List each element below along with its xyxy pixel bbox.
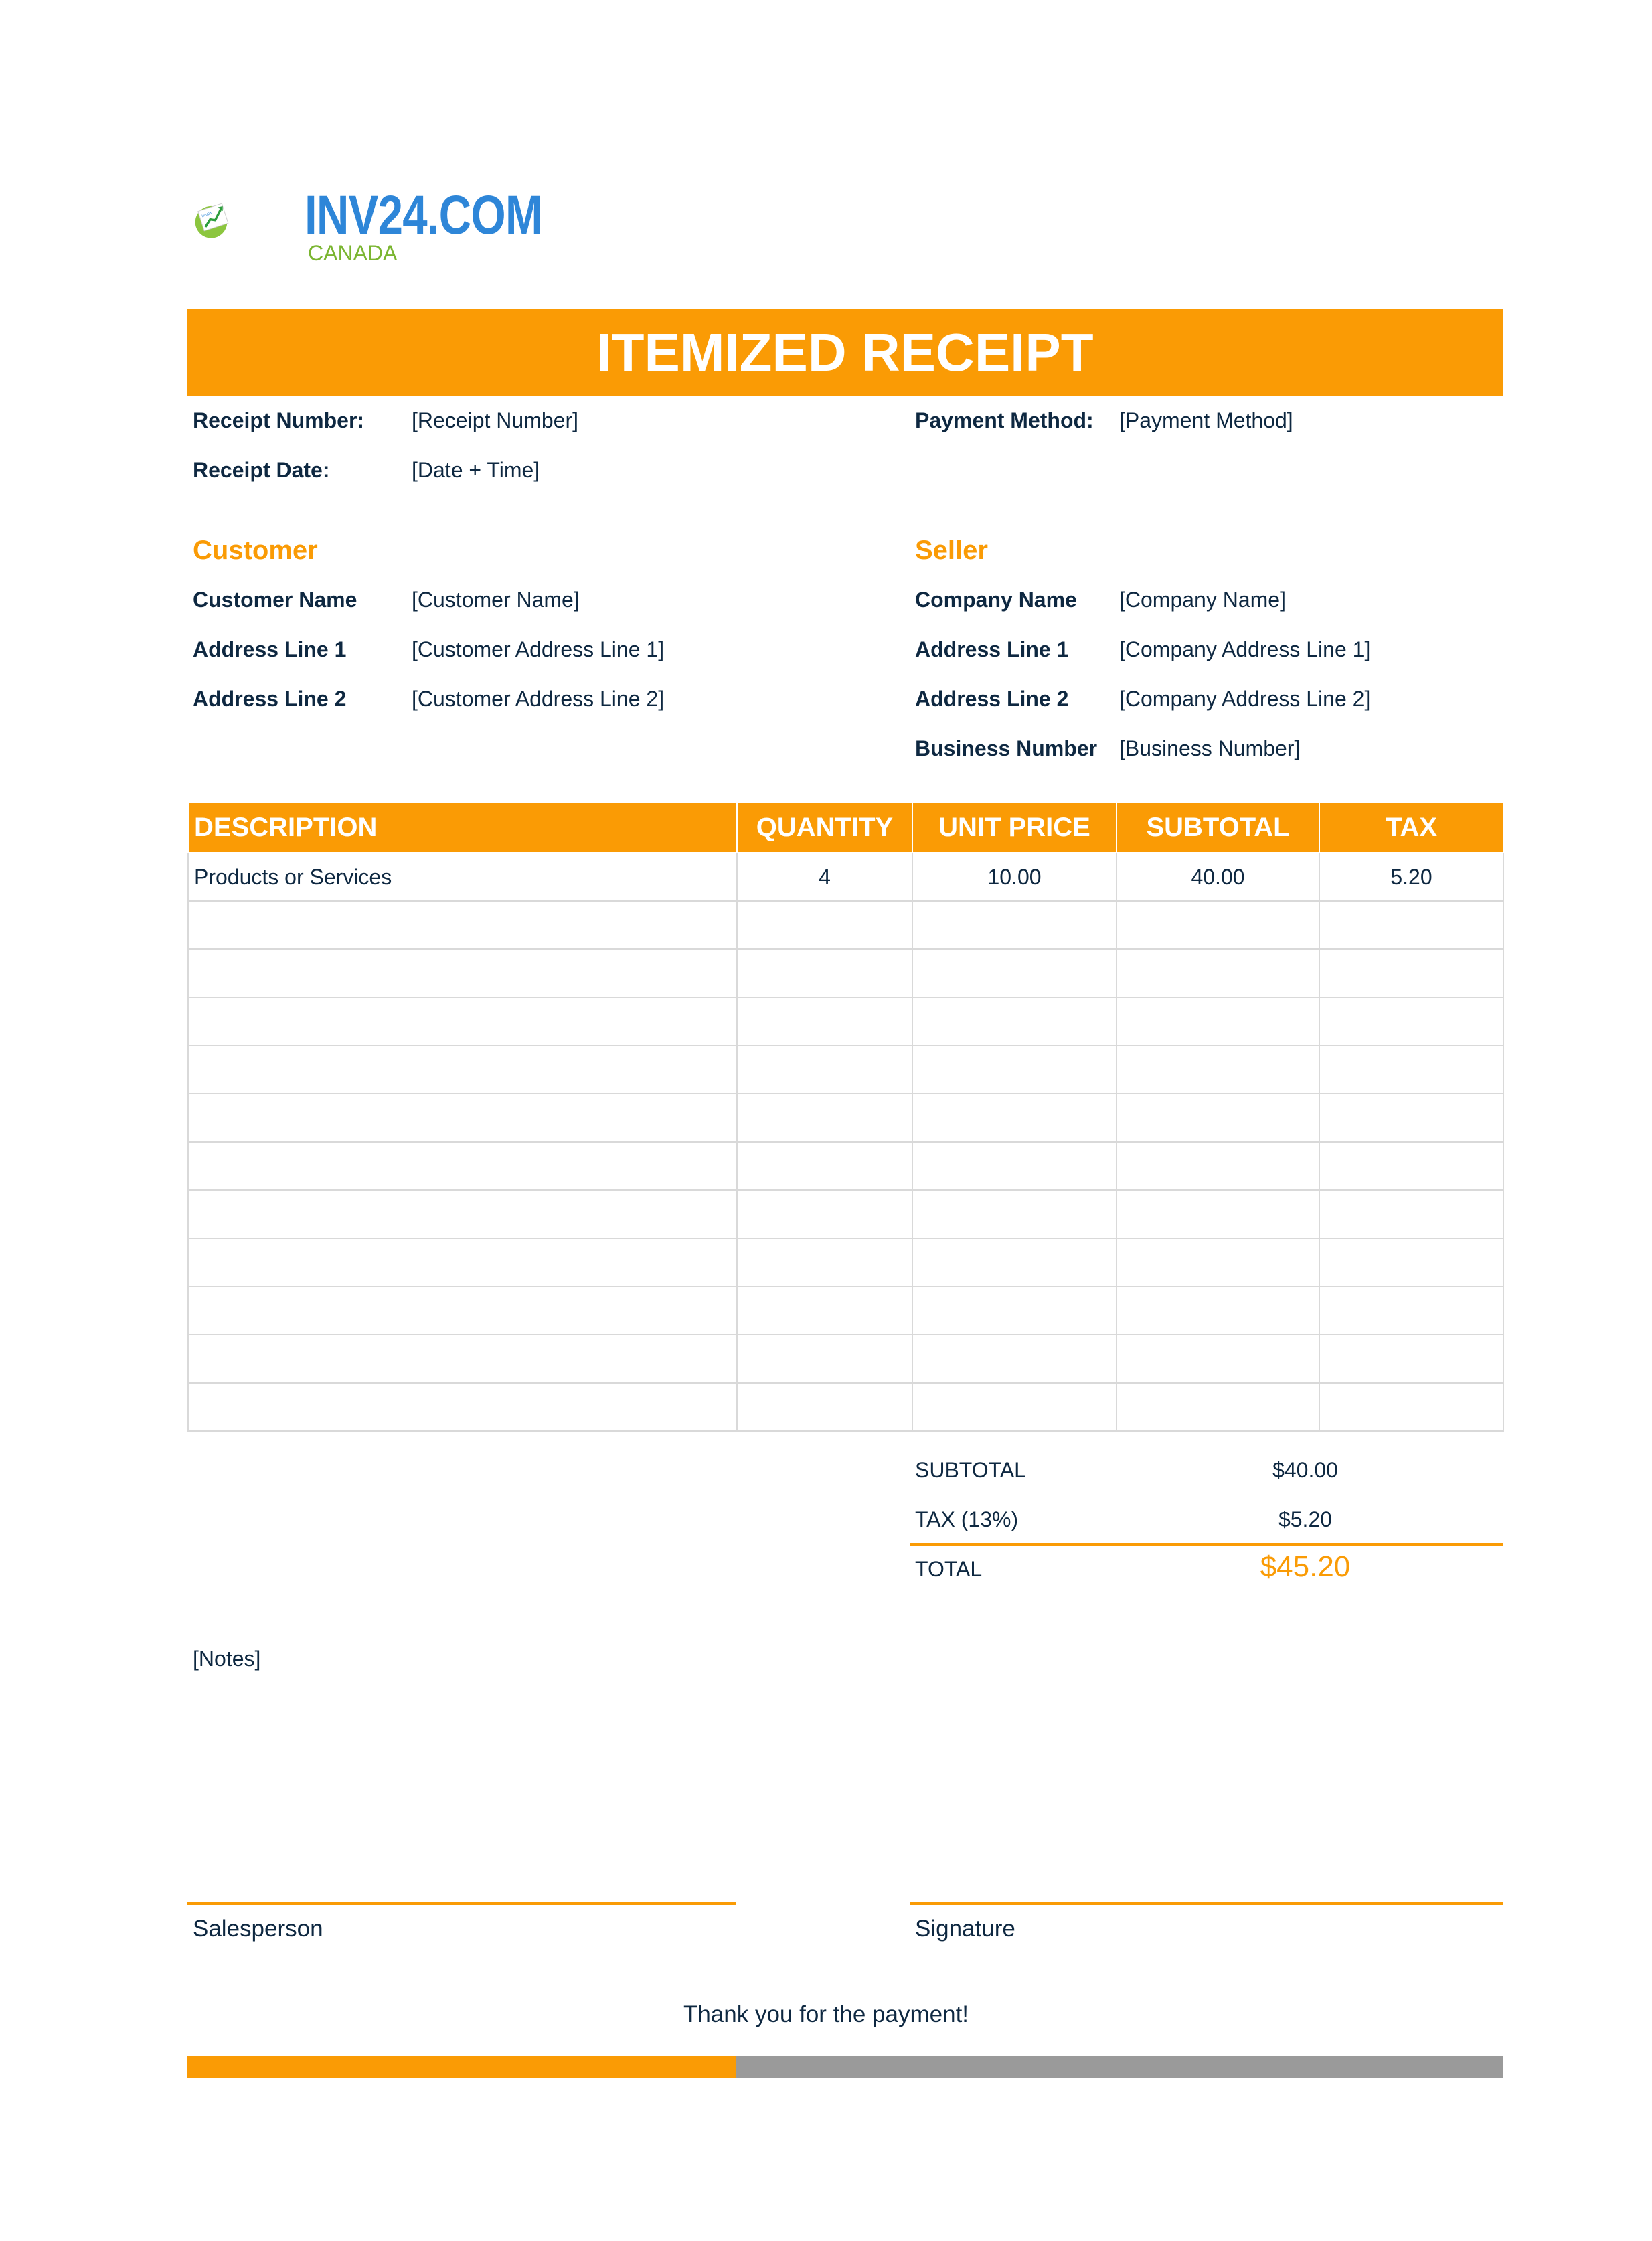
table-cell [1319,1238,1503,1286]
customer-name-label: Customer Name [193,588,357,612]
table-cell [1319,901,1503,949]
table-cell [737,997,912,1046]
table-cell: Products or Services [188,853,737,901]
col-unit-price: UNIT PRICE [912,802,1117,853]
table-row [188,1286,1503,1335]
page-title: ITEMIZED RECEIPT [596,323,1094,382]
table-cell [188,949,737,997]
table-cell [1117,901,1319,949]
table-row [188,1094,1503,1142]
table-cell [737,1094,912,1142]
table-cell [737,949,912,997]
salesperson-label: Salesperson [193,1916,323,1942]
table-cell [1319,949,1503,997]
title-bar [187,309,1503,396]
total-label: TOTAL [915,1557,983,1581]
table-cell [188,1094,737,1142]
company-addr2-value: [Company Address Line 2] [1119,687,1371,711]
receipt-date-value: [Date + Time] [412,458,540,482]
table-cell [1319,1190,1503,1238]
table-cell [737,1046,912,1094]
table-row [188,1238,1503,1286]
tax-label: TAX (13%) [915,1507,1019,1531]
table-cell [1319,1046,1503,1094]
col-description: DESCRIPTION [188,802,737,853]
logo-icon [194,171,308,271]
items-table [187,801,1504,1432]
table-cell [188,997,737,1046]
table-cell [912,1286,1117,1335]
table-cell [737,1190,912,1238]
col-quantity: QUANTITY [737,802,912,853]
table-cell [1117,1383,1319,1431]
customer-heading: Customer [193,535,318,565]
table-cell [188,1238,737,1286]
table-cell [737,1142,912,1190]
payment-method-value: [Payment Method] [1119,408,1293,432]
logo-badge-text: INV24 [201,211,213,219]
table-cell [1319,1383,1503,1431]
table-cell [912,949,1117,997]
company-name-value: [Company Name] [1119,588,1286,612]
table-cell [912,1046,1117,1094]
table-cell [188,1046,737,1094]
table-cell [737,1383,912,1431]
table-row [188,901,1503,949]
customer-name-value: [Customer Name] [412,588,580,612]
table-row [188,1383,1503,1431]
signature-line [910,1902,1503,1905]
receipt-date-label: Receipt Date: [193,458,330,482]
signature-label: Signature [915,1916,1015,1942]
thank-you-text: Thank you for the payment! [683,2001,969,2027]
table-cell [1319,1142,1503,1190]
table-cell [1117,1286,1319,1335]
table-cell [912,1383,1117,1431]
table-cell [912,1142,1117,1190]
company-addr1-label: Address Line 1 [915,637,1069,661]
table-row [188,1046,1503,1094]
payment-method-label: Payment Method: [915,408,1094,432]
notes: [Notes] [193,1647,261,1671]
table-cell [1117,949,1319,997]
table-cell [1319,1094,1503,1142]
company-addr1-value: [Company Address Line 1] [1119,637,1371,661]
total-value: $45.20 [1260,1550,1351,1583]
table-row [188,1190,1503,1238]
table-cell [1117,1190,1319,1238]
table-cell [1117,997,1319,1046]
table-cell [188,1286,737,1335]
seller-heading: Seller [915,535,988,565]
table-row [188,1335,1503,1383]
table-cell [912,997,1117,1046]
business-number-label: Business Number [915,736,1098,760]
receipt-number-value: [Receipt Number] [412,408,578,432]
col-tax: TAX [1319,802,1503,853]
receipt-number-label: Receipt Number: [193,408,365,432]
table-row [188,853,1503,901]
table-cell [188,1383,737,1431]
table-cell [737,1335,912,1383]
table-cell [737,1286,912,1335]
customer-addr2-value: [Customer Address Line 2] [412,687,665,711]
customer-addr1-value: [Customer Address Line 1] [412,637,665,661]
company-addr2-label: Address Line 2 [915,687,1069,711]
table-cell [737,1238,912,1286]
table-cell [912,1335,1117,1383]
company-name-label: Company Name [915,588,1077,612]
salesperson-line [187,1902,736,1905]
tax-value: $5.20 [1278,1507,1333,1531]
total-divider [910,1543,1503,1546]
table-cell: 4 [737,853,912,901]
table-cell [737,901,912,949]
table-cell [912,1094,1117,1142]
business-number-value: [Business Number] [1119,736,1301,760]
table-cell [1117,1142,1319,1190]
table-cell [912,901,1117,949]
brand-name: INV24.COM [305,185,543,246]
table-cell [188,1335,737,1383]
brand-sub: CANADA [308,241,398,265]
table-cell [1117,1335,1319,1383]
footer-bar-orange [187,2056,736,2078]
customer-addr2-label: Address Line 2 [193,687,347,711]
table-header-row [188,802,1503,853]
table-row [188,1142,1503,1190]
table-cell [188,1142,737,1190]
table-cell: 5.20 [1319,853,1503,901]
subtotal-value: $40.00 [1272,1458,1338,1482]
table-cell [188,901,737,949]
table-cell [1319,1335,1503,1383]
table-cell [1117,1094,1319,1142]
table-row [188,997,1503,1046]
table-row [188,949,1503,997]
table-cell [912,1190,1117,1238]
table-cell: 40.00 [1117,853,1319,901]
table-cell [1117,1238,1319,1286]
table-cell [1319,997,1503,1046]
table-cell: 10.00 [912,853,1117,901]
table-cell [912,1238,1117,1286]
footer-bar-grey [736,2056,1503,2078]
subtotal-label: SUBTOTAL [915,1458,1026,1482]
table-cell [1117,1046,1319,1094]
table-cell [1319,1286,1503,1335]
customer-addr1-label: Address Line 1 [193,637,347,661]
col-subtotal: SUBTOTAL [1117,802,1319,853]
table-cell [188,1190,737,1238]
